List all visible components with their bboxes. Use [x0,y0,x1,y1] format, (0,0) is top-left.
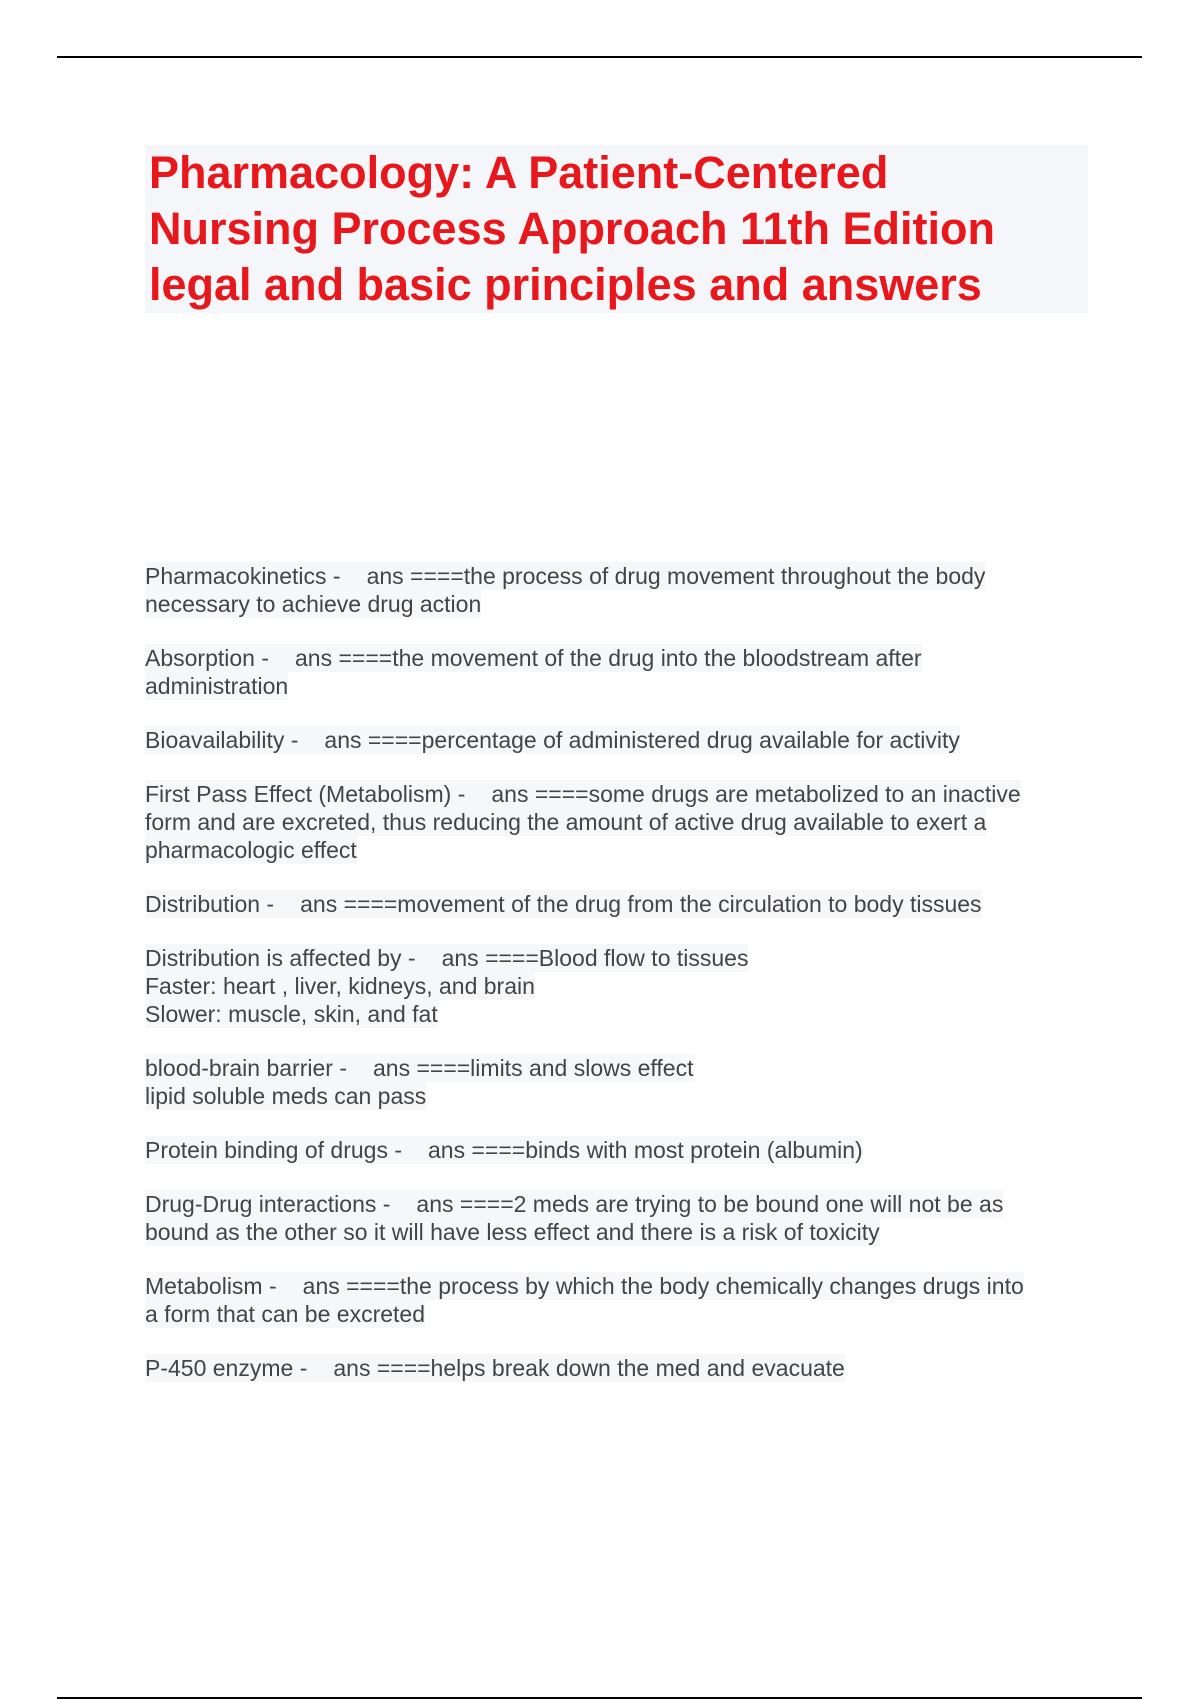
qa-line-wrap [145,1136,1105,1164]
qa-term: Drug-Drug interactions - [145,1191,391,1217]
qa-line-wrap [145,1190,1105,1218]
qa-line-wrap [145,1272,1105,1300]
qa-first-line [145,562,985,590]
qa-term: blood-brain barrier - [145,1055,347,1081]
qa-entry [145,1354,1105,1382]
qa-line-wrap [145,1218,1105,1246]
qa-first-line [145,890,982,918]
qa-line-wrap [145,836,1105,864]
title-line-2: Nursing Process Approach 11th Edition [149,203,995,254]
qa-term: Pharmacokinetics - [145,563,341,589]
qa-entry [145,562,1105,618]
qa-answer: ans ====the process of drug movement throughout the body [366,563,986,589]
qa-answer: ans ====binds with most protein (albumin) [428,1137,863,1163]
qa-entry [145,1272,1105,1328]
bottom-rule [57,1697,1142,1699]
qa-answer-continuation: necessary to achieve drug action [145,591,482,617]
qa-line-wrap [145,944,1105,972]
top-rule [57,56,1142,58]
qa-line-wrap [145,1000,1105,1028]
qa-line-wrap [145,808,1105,836]
qa-line-wrap [145,1082,1105,1110]
qa-answer-continuation: Faster: heart , liver, kidneys, and brain [145,973,535,999]
qa-first-line [145,1190,1003,1218]
qa-answer: ans ====limits and slows effect [372,1055,694,1081]
qa-first-line [145,944,748,972]
qa-entry [145,944,1105,1028]
qa-entry [145,1054,1105,1110]
qa-first-line [145,644,922,672]
qa-term: Metabolism - [145,1273,277,1299]
qa-answer: ans ====the movement of the drug into the bloodstream after [295,645,922,671]
qa-first-line [145,726,960,754]
qa-entry [145,644,1105,700]
qa-entry [145,1190,1105,1246]
qa-term: P-450 enzyme - [145,1355,308,1381]
qa-term: Distribution is affected by - [145,945,416,971]
qa-term: Absorption - [145,645,270,671]
qa-line-wrap [145,1354,1105,1382]
title-line-3: legal and basic principles and answers [149,259,982,310]
qa-line-wrap [145,890,1105,918]
qa-line-wrap [145,672,1105,700]
qa-first-line [145,780,1021,808]
qa-first-line [145,1054,693,1082]
qa-answer-continuation: pharmacologic effect [145,837,357,863]
qa-entry [145,780,1105,864]
qa-answer-continuation: administration [145,673,289,699]
qa-list [145,562,1105,1408]
qa-answer: ans ====movement of the drug from the circulation to body tissues [300,891,982,917]
qa-entry [145,890,1105,918]
qa-answer: ans ====some drugs are metabolized to an inactive [491,781,1021,807]
qa-answer: ans ====helps break down the med and evacuate [333,1355,845,1381]
qa-line-wrap [145,1300,1105,1328]
title-line-1: Pharmacology: A Patient-Centered [149,147,889,198]
qa-entry [145,1136,1105,1164]
qa-answer-continuation: form and are excreted, thus reducing the amount of active drug available to exert a [145,809,987,835]
qa-entry [145,726,1105,754]
qa-answer: ans ====Blood flow to tissues [441,945,749,971]
qa-line-wrap [145,590,1105,618]
qa-line-wrap [145,726,1105,754]
qa-answer-continuation: lipid soluble meds can pass [145,1083,427,1109]
qa-first-line [145,1136,863,1164]
qa-answer-continuation: a form that can be excreted [145,1301,425,1327]
qa-first-line [145,1354,845,1382]
qa-answer: ans ====2 meds are trying to be bound one will not be as [416,1191,1004,1217]
qa-term: Bioavailability - [145,727,299,753]
qa-term: First Pass Effect (Metabolism) - [145,781,466,807]
qa-answer: ans ====the process by which the body chemically changes drugs into [302,1273,1024,1299]
qa-line-wrap [145,972,1105,1000]
qa-answer: ans ====percentage of administered drug available for activity [324,727,960,753]
qa-term: Distribution - [145,891,275,917]
qa-first-line [145,1272,1024,1300]
qa-line-wrap [145,1054,1105,1082]
page-title [145,145,1088,313]
qa-answer-continuation: bound as the other so it will have less effect and there is a risk of toxicity [145,1219,880,1245]
qa-line-wrap [145,644,1105,672]
qa-line-wrap [145,562,1105,590]
qa-term: Protein binding of drugs - [145,1137,402,1163]
qa-answer-continuation: Slower: muscle, skin, and fat [145,1001,438,1027]
qa-line-wrap [145,780,1105,808]
